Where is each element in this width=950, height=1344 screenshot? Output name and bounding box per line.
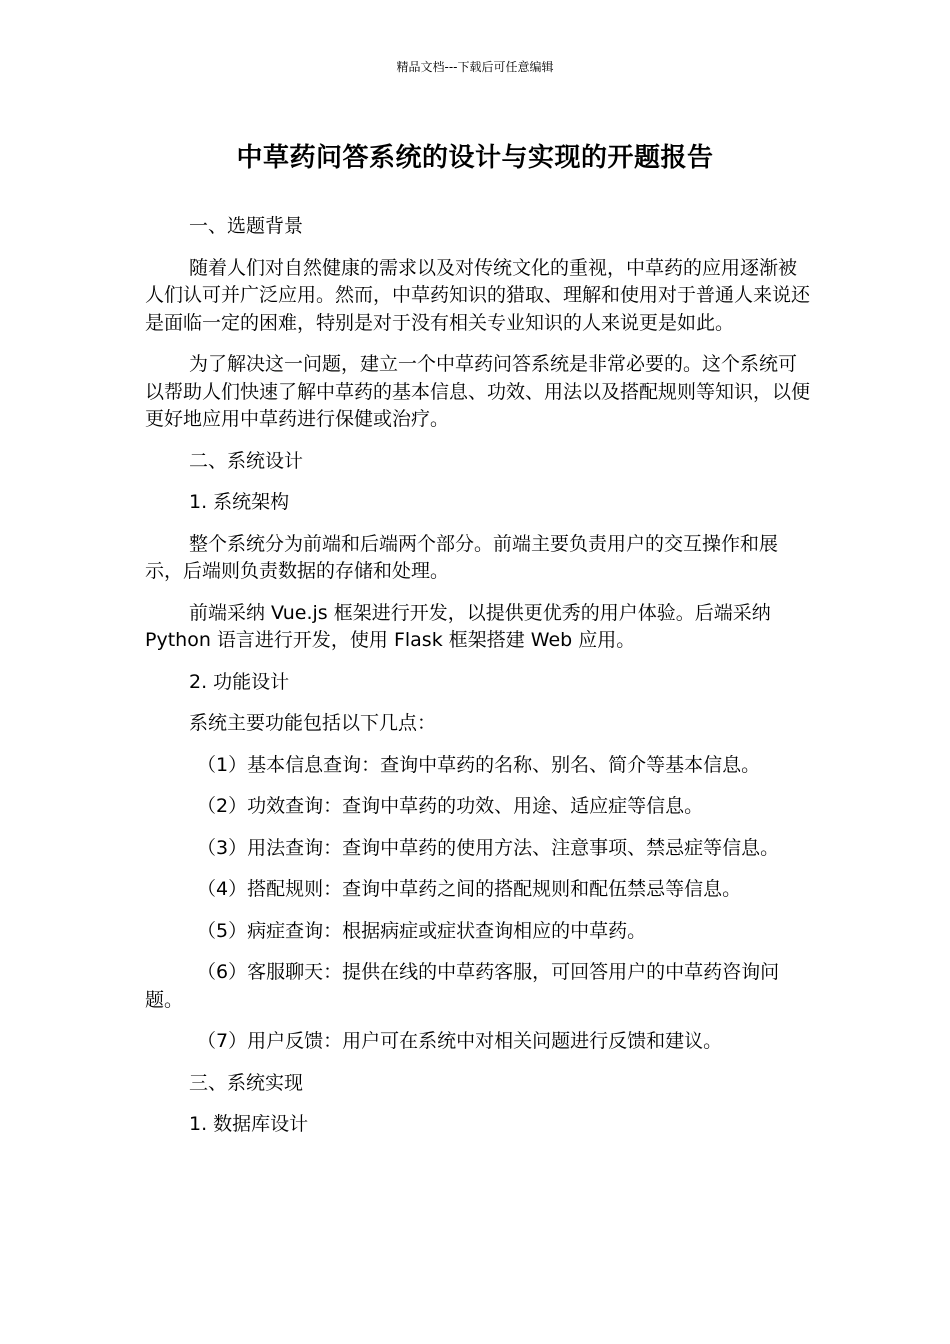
section-heading-design: 二、系统设计	[189, 449, 304, 472]
section-heading-background: 一、选题背景	[189, 215, 304, 237]
document-title: 中草药问答系统的设计与实现的开题报告	[236, 143, 714, 173]
feature-item: （2）功效查询：查询中草药的功效、用途、适应症等信息。	[197, 795, 704, 817]
subheading-database-design: 1. 数据库设计	[189, 1113, 309, 1135]
function-intro: 系统主要功能包括以下几点：	[189, 712, 437, 734]
section-heading-implementation: 三、系统实现	[189, 1071, 304, 1094]
feature-item: （6）客服聊天：提供在线的中草药客服，可回答用户的中草药咨询问题。	[145, 961, 780, 1011]
architecture-paragraph-2: 前端采纳 Vue.js 框架进行开发，以提供更优秀的用户体验。后端采纳 Python 语言进行开发，使用 Flask 框架搭建 Web 应用。	[145, 601, 771, 651]
feature-item: （1）基本信息查询：查询中草药的名称、别名、简介等基本信息。	[197, 753, 761, 776]
feature-item: （5）病症查询：根据病症或症状查询相应的中草药。	[197, 919, 647, 942]
feature-item: （3）用法查询：查询中草药的使用方法、注意事项、禁忌症等信息。	[197, 836, 780, 859]
feature-item: （7）用户反馈：用户可在系统中对相关问题进行反馈和建议。	[197, 1030, 723, 1052]
feature-item: （4）搭配规则：查询中草药之间的搭配规则和配伍禁忌等信息。	[197, 878, 742, 900]
document-body	[145, 213, 810, 1153]
page-header-note: 精品文档---下载后可任意编辑	[396, 60, 554, 74]
background-paragraph-2: 为了解决这一问题，建立一个中草药问答系统是非常必要的。这个系统可以帮助人们快速了解中草药的基本信息、功效、用法以及搭配规则等知识，以便更好地应用中草药进行保健或治疗。	[145, 353, 811, 430]
subheading-function-design: 2. 功能设计	[189, 670, 290, 693]
background-paragraph-1: 随着人们对自然健康的需求以及对传统文化的重视，中草药的应用逐渐被人们认可并广泛应用。然而，中草药知识的猎取、理解和使用对于普通人来说还是面临一定的困难，特别是对于没有相关专业知识的人来说更是如此。	[145, 256, 811, 334]
subheading-architecture: 1. 系统架构	[189, 491, 290, 513]
architecture-paragraph-1: 整个系统分为前端和后端两个部分。前端主要负责用户的交互操作和展示，后端则负责数据的存储和处理。	[145, 532, 779, 582]
